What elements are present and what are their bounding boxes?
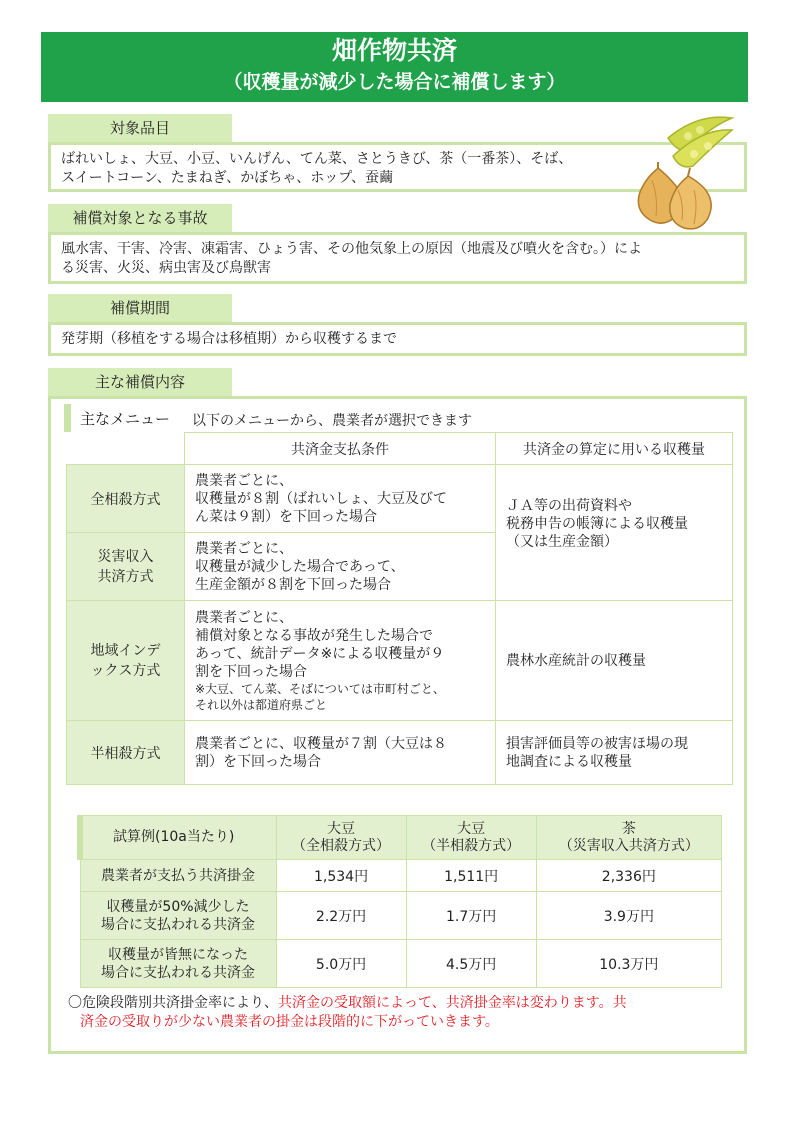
trial-value: 2,336円: [536, 860, 721, 892]
condition-line: ん菜は９割）を下回った場合: [195, 508, 377, 525]
condition-line: 収穫量が減少した場合であって、: [195, 558, 405, 575]
accidents-line1: 風水害、干害、冷害、凍霜害、ひょう害、その他気象上の原因（地震及び噴火を含む。）によ: [61, 241, 642, 257]
trial-value: 1.7万円: [406, 892, 536, 940]
trial-column-header: [276, 816, 406, 860]
target-items-line2: スイートコーン、たまねぎ、かぼちゃ、ホップ、蚕繭: [61, 170, 394, 186]
row-label-line: 収穫量が皆無になった: [108, 946, 248, 963]
onion-icon: [638, 162, 711, 229]
table-row: [80, 892, 722, 940]
table-row: [80, 940, 722, 988]
condition-line: 農業者ごとに、: [195, 540, 293, 557]
condition-note: ※大豆、てん菜、そばについては市町村ごと、: [195, 681, 445, 696]
menu-marker: [64, 404, 71, 432]
condition-line: 生産金額が８割を下回った場合: [195, 576, 391, 593]
accidents-line2: る災害、火災、病虫害及び鳥獣害: [61, 260, 271, 276]
risk-note: [68, 994, 728, 1032]
trial-column-header: [536, 816, 721, 860]
quantity-line: （又は生産金額）: [506, 534, 618, 550]
period-text: 発芽期（移植をする場合は移植期）から収穫するまで: [61, 331, 397, 347]
condition-line: 農業者ごとに、: [195, 472, 293, 489]
menu-description: 以下のメニューから、農業者が選択できます: [192, 413, 472, 429]
condition-note: それ以外は都道府県ごと: [195, 697, 328, 712]
methods-table-corner: [67, 433, 185, 465]
target-items-line1: ばれいしょ、大豆、小豆、いんげん、てん菜、さとうきび、茶（一番茶）、そば、: [61, 151, 573, 167]
method-quantity: 農林水産統計の収穫量: [496, 601, 733, 721]
methods-header-condition: 共済金支払条件: [185, 433, 496, 465]
condition-line: 補償対象となる事故が発生した場合で: [195, 627, 433, 644]
quantity-line: 税務申告の帳簿による収穫量: [506, 516, 688, 532]
column-crop: 大豆: [457, 820, 486, 837]
menu-label: 主なメニュー: [80, 410, 171, 428]
target-items-label: 対象品目: [48, 114, 232, 142]
column-method: （災害収入共済方式）: [558, 837, 699, 854]
trial-calculation-table: [77, 815, 722, 988]
trial-row-label: 農業者が支払う共済掛金: [80, 860, 276, 892]
vegetable-illustration: [628, 108, 736, 233]
condition-line: 農業者ごとに、: [195, 609, 293, 626]
table-row: [80, 860, 722, 892]
accidents-label: 補償対象となる事故: [48, 204, 232, 232]
table-row: [67, 465, 733, 533]
trial-value: 1,534円: [276, 860, 406, 892]
column-crop: 大豆: [327, 820, 356, 837]
method-condition: [185, 533, 496, 601]
risk-note-prefix: 〇危険段階別共済掛金率により、: [68, 995, 278, 1011]
trial-value: 4.5万円: [406, 940, 536, 988]
trial-value: 1,511円: [406, 860, 536, 892]
method-name-line: ックス方式: [90, 662, 161, 679]
quantity-line: 損害評価員等の被害ほ場の現: [506, 735, 688, 752]
quantity-line: ＪＡ等の出荷資料や: [506, 498, 632, 514]
methods-table: [66, 432, 733, 785]
methods-header-quantity: 共済金の算定に用いる収穫量: [496, 433, 733, 465]
condition-line: 割を下回った場合: [195, 663, 307, 680]
table-row: [67, 721, 733, 785]
method-quantity-shared: [496, 465, 733, 601]
trial-value: 3.9万円: [536, 892, 721, 940]
trial-value: 5.0万円: [276, 940, 406, 988]
risk-note-red-2: 済金の受取りが少ない農業者の掛金は段階的に下がっていきます。: [80, 1014, 499, 1030]
column-method: （全相殺方式）: [292, 837, 391, 854]
method-name: [67, 601, 185, 721]
table-row: [67, 601, 733, 721]
risk-note-red-1: 共済金の受取額によって、共済掛金率は変わります。共: [278, 995, 627, 1011]
method-name-line: 災害収入: [97, 548, 154, 565]
condition-line: 収穫量が８割（ばれいしょ、大豆及びて: [195, 490, 447, 507]
method-name-line: 共済方式: [97, 568, 154, 585]
trial-value: 2.2万円: [276, 892, 406, 940]
row-label-line: 収穫量が50%減少した: [106, 898, 250, 915]
condition-line: 割）を下回った場合: [195, 753, 321, 770]
method-condition: [185, 601, 496, 721]
page-title: 畑作物共済: [331, 36, 457, 65]
method-condition: [185, 721, 496, 785]
accidents-box: [48, 232, 747, 284]
trial-table-corner: 試算例(10a当たり): [80, 816, 276, 860]
trial-row-label: [80, 892, 276, 940]
condition-line: 農業者ごとに、収穫量が７割（大豆は８: [195, 735, 447, 752]
soybean-pod-icon: [668, 117, 732, 167]
period-label: 補償期間: [48, 294, 232, 322]
method-condition: [185, 465, 496, 533]
method-name: 全相殺方式: [67, 465, 185, 533]
period-box: [48, 322, 747, 356]
trial-value: 10.3万円: [536, 940, 721, 988]
row-label-line: 場合に支払われる共済金: [101, 916, 255, 933]
page-subtitle: （収穫量が減少した場合に補償します）: [223, 71, 566, 93]
method-quantity: [496, 721, 733, 785]
condition-line: あって、統計データ※による収穫量が９: [195, 645, 445, 662]
column-method: （半相殺方式）: [422, 837, 521, 854]
row-label-line: 場合に支払われる共済金: [101, 964, 255, 981]
method-name: 半相殺方式: [67, 721, 185, 785]
trial-row-label: [80, 940, 276, 988]
method-name-line: 地域インデ: [90, 642, 161, 659]
quantity-line: 地調査による収穫量: [506, 753, 632, 770]
column-crop: 茶: [621, 820, 636, 837]
trial-column-header: [406, 816, 536, 860]
main-compensation-label: 主な補償内容: [48, 368, 232, 396]
method-name: [67, 533, 185, 601]
page-header: [41, 32, 748, 102]
